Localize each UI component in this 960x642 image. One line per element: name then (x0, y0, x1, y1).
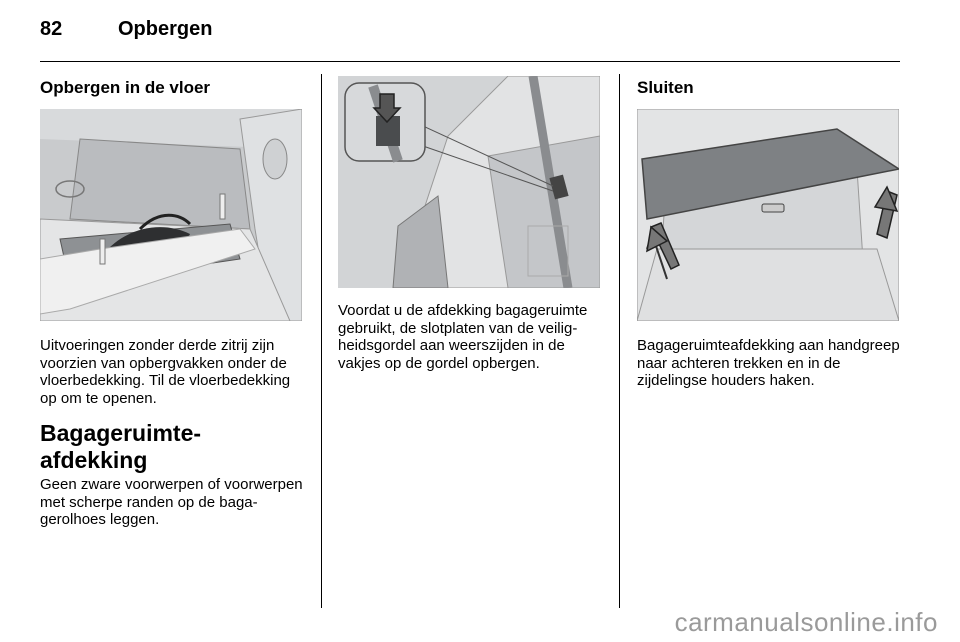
column-divider-2 (619, 74, 620, 608)
column-3 (637, 74, 901, 390)
floor-storage-illustration (40, 109, 302, 321)
section-heading-floor-storage: Opbergen in de vloer (40, 78, 211, 97)
column-1 (40, 74, 304, 529)
page-title: Opbergen (118, 18, 213, 40)
section-heading-closing: Sluiten (637, 78, 694, 97)
column-divider-1 (321, 74, 322, 608)
closing-paragraph: Bagageruimteafdekking aan handgreep naar achteren trekken en in de zijdelingse houders haken. (637, 337, 900, 389)
cargo-cover-paragraph: Geen zware voorwerpen of voorwerpen met scherpe randen op de bagagerolhoes leggen. (40, 476, 303, 528)
watermark: carmanualsonline.info (674, 607, 938, 637)
page-number: 82 (40, 18, 63, 40)
seatbelt-illustration (338, 76, 600, 288)
header-rule (40, 61, 900, 62)
floor-storage-paragraph: Uitvoeringen zonder derde zitrij zijn voorzien van opbergvakken onder de vloerbedekking. Til de vloerbedekking op om te openen. (40, 337, 291, 407)
column-2 (338, 74, 602, 372)
cargo-cover-closing-illustration (637, 109, 899, 321)
section-heading-cargo-cover: Bagageruimte-afdekking (40, 420, 202, 473)
seatbelt-paragraph: Voordat u de afdekking bagageruimte gebruikt, de slotplaten van de veiligheidsgordel aan weerszijden in de vakjes op de gordel opbergen. (338, 302, 588, 372)
